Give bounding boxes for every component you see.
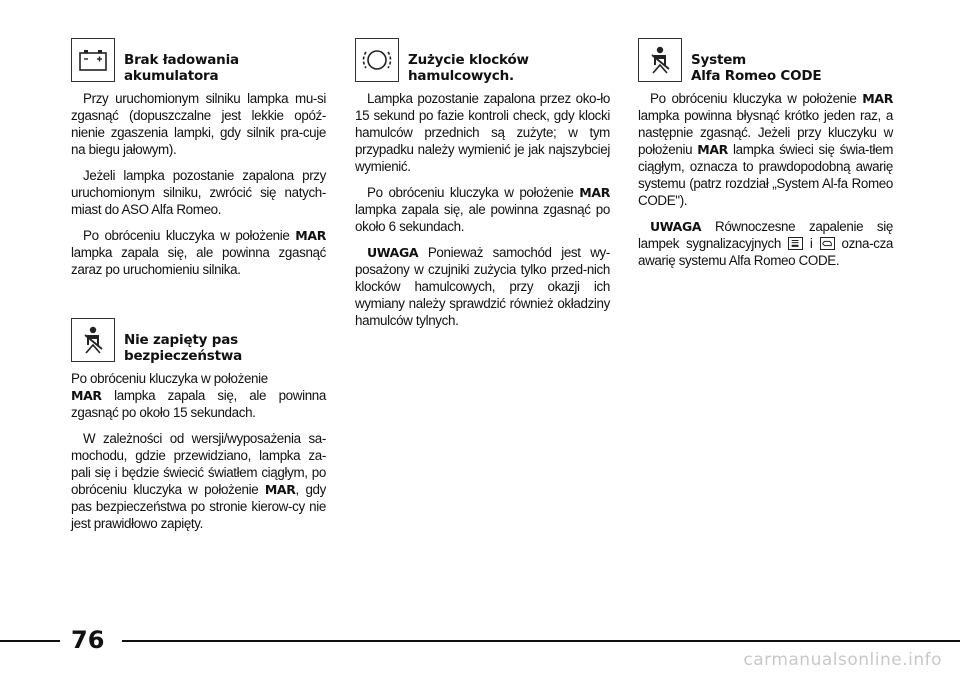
seatbelt-paragraph-1: Po obróceniu kluczyka w położenie MAR lampka zapala się, ale powinna zgasnąć po około 15 sekundach. [71,371,326,420]
seatbelt-title: Nie zapięty pas bezpieczeństwa [124,332,243,364]
footer-rule-right [122,640,960,642]
battery-title: Brak ładowania akumulatora [124,52,239,84]
code-title: System Alfa Romeo CODE [691,52,822,84]
watermark: carmanualsonline.info [743,650,942,670]
battery-icon [71,38,115,82]
brakes-paragraph-1: Lampka pozostanie zapalona przez oko-ło 15 sekund po fazie kontroli check, gdy klocki hamulców przednich są zużyte; w tym przypadku należy wymienić je jak najszybciej wymienić. [355,91,610,174]
brakes-paragraph-2: Po obróceniu kluczyka w położenie MAR lampka zapala się, ale powinna zgasnąć po około 6 sekundach. [355,185,610,234]
column-right [638,38,893,278]
column-middle [355,38,610,338]
seatbelt-paragraph-2: W zależności od wersji/wyposażenia sa-mochodu, gdzie przewidziano, lampka za-pali się i będzie świecić światłem ciągłym, po obróceniu kluczyka w położenie MAR, gdy pas bezpieczeństwa po stronie kierow-cy nie jest prawidłowo zapięty. [71,431,326,531]
footer-rule-left [0,640,60,642]
brakes-title: Zużycie klocków hamulcowych. [408,52,529,84]
brakes-section-header [355,38,610,84]
code-paragraph-1: Po obróceniu kluczyka w położenie MAR lampka powinna błysnąć krótko jeden raz, a następnie zgasnąć. Jeżeli przy kluczyku w położeniu MAR lampka świeci się świa-tłem ciągłym, oznacza to prawdopodobną awarię systemu (patrz rozdział „System Al-fa Romeo CODE"). [638,91,893,208]
battery-paragraph-1: Przy uruchomionym silniku lampka mu-si zgasnąć (dopuszczalne jest lekkie opóź-nienie zgaszenia lampki, gdy silnik pra-cuje na biegu jałowym). [71,91,326,157]
battery-section-header [71,38,326,84]
brakes-paragraph-3: UWAGA Ponieważ samochód jest wy-posażony w czujniki zużycia tylko przed-nich klocków hamulcowych, przy okazji ich wymiany należy sprawdzić również okładziny hamulców tylnych. [355,245,610,328]
engine-check-lamp-icon [820,237,835,250]
seatbelt-icon [71,318,115,362]
battery-paragraph-3: Po obróceniu kluczyka w położenie MAR lampka zapala się, ale powinna zgasnąć zaraz po uruchomieniu silnika. [71,228,326,277]
code-paragraph-2: UWAGA Równoczesne zapalenie się lampek sygnalizacyjnych i ozna-cza awarię systemu Alfa Romeo CODE. [638,219,894,268]
page-number: 76 [71,626,105,654]
brake-pad-icon [355,38,399,82]
battery-paragraph-2: Jeżeli lampka pozostanie zapalona przy uruchomionym silniku, zwrócić się natych-miast do ASO Alfa Romeo. [71,168,326,217]
seatbelt-section-header [71,318,326,364]
alfa-code-icon [638,38,682,82]
code-lamp-icon [788,237,803,250]
column-left [71,38,326,541]
code-section-header [638,38,893,84]
